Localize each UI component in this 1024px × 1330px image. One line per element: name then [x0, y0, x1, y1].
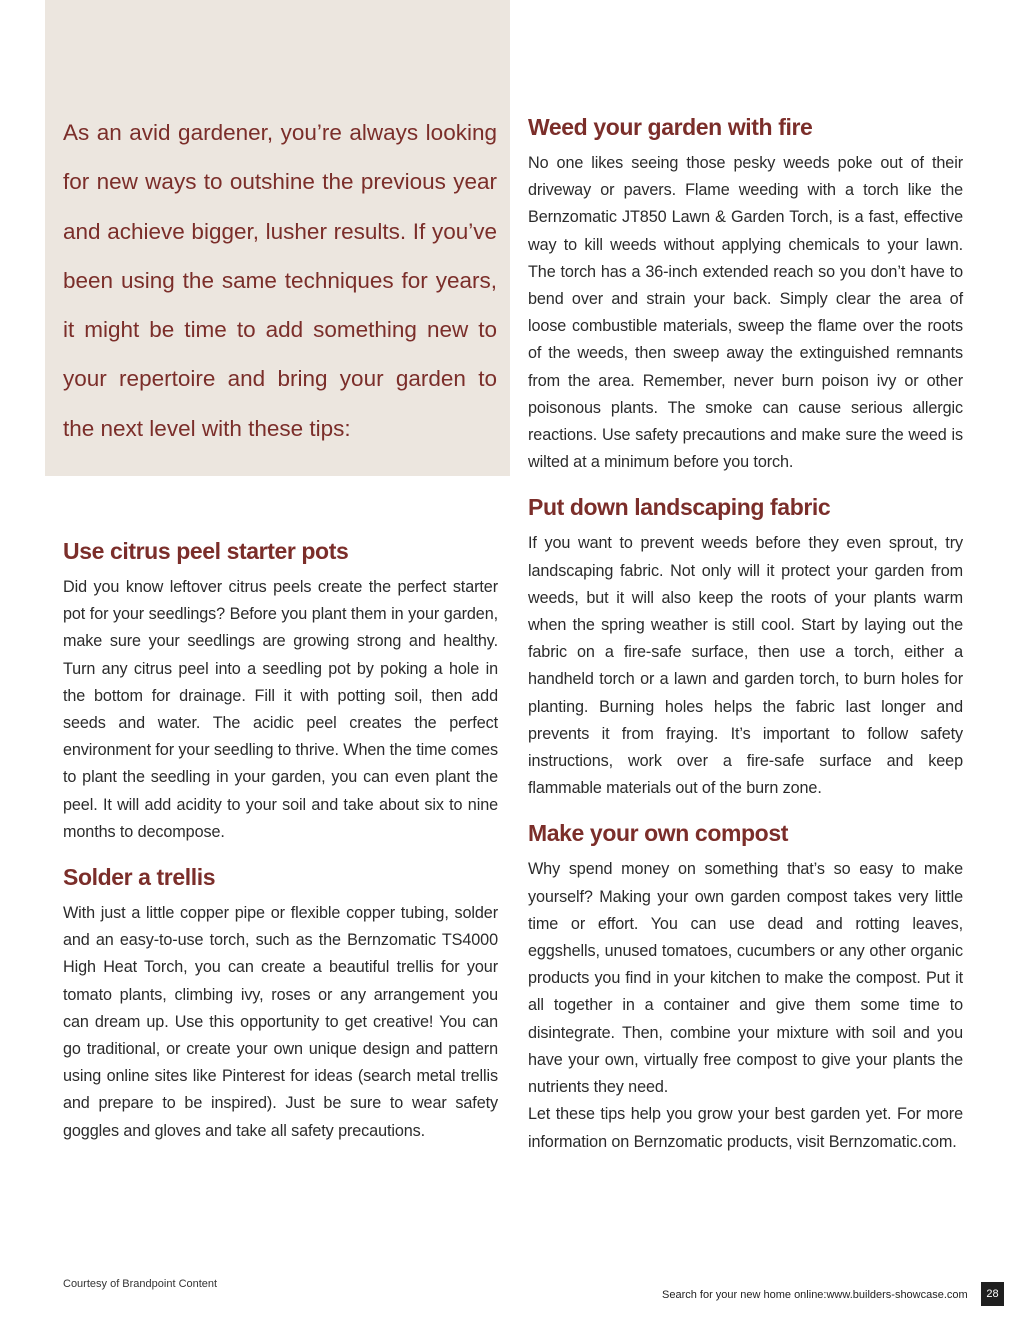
footer-search-link[interactable]: Search for your new home online:www.builders-showcase.com — [662, 1289, 968, 1301]
section-heading: Solder a trellis — [63, 864, 216, 891]
section-trellis — [63, 862, 498, 1145]
section-citrus-peel — [63, 536, 498, 846]
section-heading: Use citrus peel starter pots — [63, 538, 349, 564]
right-column — [528, 112, 963, 1156]
page-number: 28 — [981, 1282, 1004, 1306]
section-body: With just a little copper pipe or flexible copper tubing, solder and an easy-to-use torch, such as the Bernzomatic TS4000 High Heat Torch, you can create a beautiful trellis for your tomato plants, climbing ivy, roses or any arrangement you can dream up. Use this opportunity to get creative! You can go traditional, or create your own unique design and pattern using online sites like Pinterest for ideas (search metal trellis and prepare to be inspired). Just be sure to wear safety goggles and gloves and take all safety precautions. — [63, 904, 498, 1140]
closing-paragraph: Let these tips help you grow your best garden yet. For more information on Bernzomatic products, visit Bernzomatic.com. — [528, 1105, 963, 1151]
section-body: If you want to prevent weeds before they even sprout, try landscaping fabric. Not only will it protect your garden from weeds, but it will also keep the roots of your plants warm when the spring weather is still cool. Start by laying out the fabric on a fire-safe surface, then use a torch, either a handheld torch or a lawn and garden torch, to burn holes for planting. Burning holes helps the fabric last longer and prevents it from fraying. It’s important to follow safety instructions, work over a fire-safe surface and keep flammable materials out of the burn zone. — [528, 534, 963, 798]
intro-text: As an avid gardener, you’re always looking for new ways to outshine the previous year and achieve bigger, lusher results. If you’ve been using the same techniques for years, it might be time to add something new to your repertoire and bring your garden to the next level with these tips: — [63, 120, 497, 441]
section-body: No one likes seeing those pesky weeds poke out of their driveway or pavers. Flame weeding with a torch like the Bernzomatic JT850 Lawn & Garden Torch, is a fast, effective way to kill weeds without applying chemicals to your lawn. The torch has a 36-inch extended reach so you don’t have to bend over and strain your back. Simply clear the area of loose combustible materials, sweep the flame over the roots of the weeds, then sweep away the extinguished remnants from the area. Remember, never burn poison ivy or other poisonous plants. The smoke can cause serious allergic reactions. Use safety precautions and make sure the weed is wilted at a minimum before you torch. — [528, 154, 963, 472]
section-landscaping-fabric — [528, 492, 963, 802]
section-body: Why spend money on something that’s so easy to make yourself? Making your own garden compost takes very little time or effort. You can use dead and rotting leaves, eggshells, unused tomatoes, cucumbers or any other organic products you find in your kitchen to make the compost. Put it all together in a container and give them some time to disintegrate. Then, combine your mixture with soil and you have your own, virtually free compost to give your plants the nutrients they need. — [528, 860, 963, 1097]
left-column — [63, 536, 498, 1145]
section-compost — [528, 818, 963, 1101]
section-heading: Weed your garden with fire — [528, 114, 813, 140]
footer-credit: Courtesy of Brandpoint Content — [63, 1278, 218, 1290]
section-weed-fire — [528, 112, 963, 476]
section-heading: Put down landscaping fabric — [528, 494, 831, 521]
section-heading: Make your own compost — [528, 820, 788, 847]
section-body: Did you know leftover citrus peels create the perfect starter pot for your seedlings? Before you plant them in your garden, make sure your seedlings are growing strong and healthy. Turn any citrus peel into a seedling pot by poking a hole in the bottom for drainage. Fill it with potting soil, then add seeds and water. The acidic peel creates the perfect environment for your seedling to thrive. When the time comes to plant the seedling in your garden, you can even plant the peel. It will add acidity to your soil and take about six to nine months to decompose. — [63, 578, 498, 841]
